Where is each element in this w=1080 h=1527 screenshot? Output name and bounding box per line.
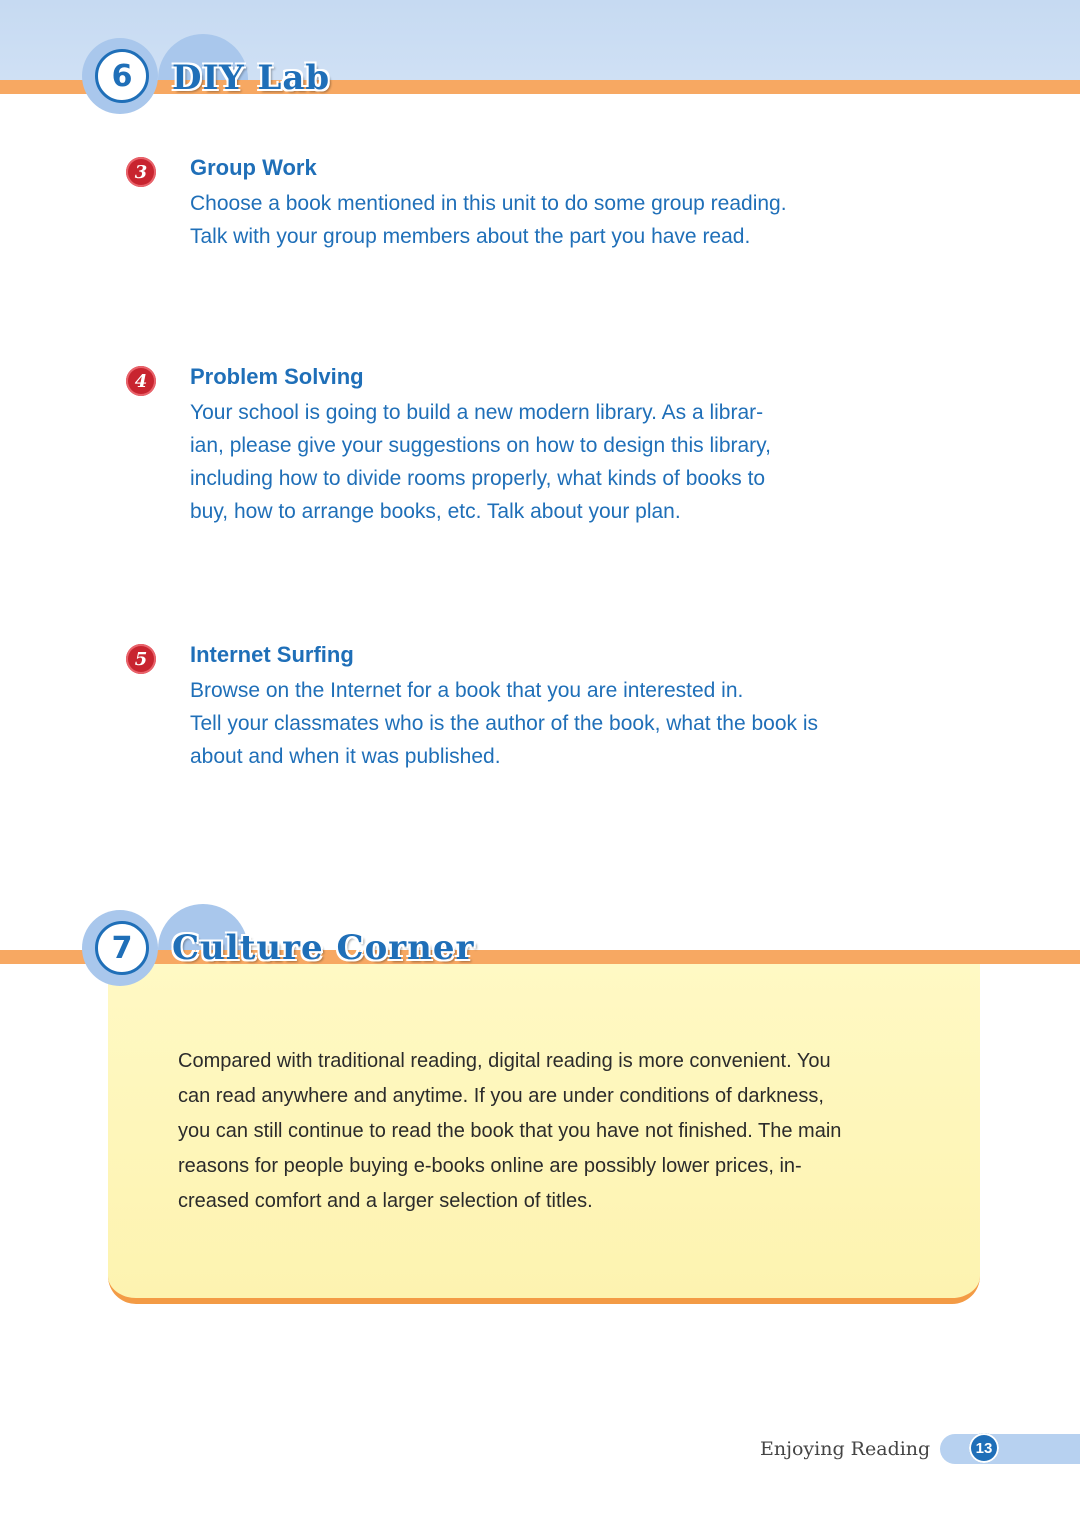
section-number-badge: 6 [95,49,149,103]
task-heading: Group Work [190,155,317,180]
footer-page-tab [940,1434,1080,1464]
culture-line: reasons for people buying e-books online are possibly lower prices, in- [178,1155,802,1177]
task-line: Tell your classmates who is the author of the book, what the book is [190,712,819,735]
section-divider-bar [0,80,1080,94]
task-line: Choose a book mentioned in this unit to do some group reading. [190,192,787,215]
task-body [190,396,890,528]
culture-line: you can still continue to read the book that you have not finished. The main [178,1120,842,1142]
task-line: Your school is going to build a new modern library. As a librar- [190,401,764,424]
task-line: buy, how to arrange books, etc. Talk about your plan. [190,500,681,523]
task-body [190,187,890,253]
task-line: Browse on the Internet for a book that you are interested in. [190,679,744,702]
task-line: about and when it was published. [190,745,501,768]
task-heading: Problem Solving [190,364,364,389]
culture-corner-text [178,1044,910,1219]
culture-corner-box [108,964,980,1304]
page-number-badge: 13 [969,1433,999,1463]
task-body [190,674,890,773]
section-title-culture-corner: Culture Corner [172,928,475,968]
task-number-badge: 3 [126,157,156,187]
culture-line: can read anywhere and anytime. If you are under conditions of darkness, [178,1085,824,1107]
section-number-badge: 7 [95,921,149,975]
section-divider-bar [0,950,1080,964]
task-number-badge: 5 [126,644,156,674]
task-line: ian, please give your suggestions on how to design this library, [190,434,771,457]
task-heading: Internet Surfing [190,642,354,667]
culture-line: creased comfort and a larger selection of titles. [178,1190,593,1212]
task-number-badge: 4 [126,366,156,396]
footer-unit-title: Enjoying Reading [760,1438,931,1460]
task-line: Talk with your group members about the part you have read. [190,225,751,248]
section-title-diy-lab: DIY Lab [172,58,331,98]
culture-line: Compared with traditional reading, digital reading is more convenient. You [178,1050,831,1072]
task-line: including how to divide rooms properly, what kinds of books to [190,467,766,490]
